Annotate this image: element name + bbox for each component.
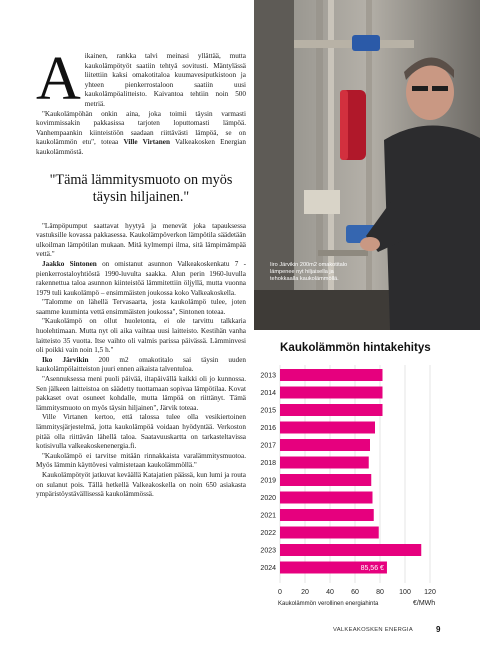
x-tick-label: 20: [301, 589, 309, 596]
article-column: [36, 45, 246, 500]
paragraph-10: Kaukolämpötyöt jatkuvat keväällä Katajatien päässä, kun lumi ja routa on sulanut pois. Tällä hetkellä Valkeakoskella on noin 650 asiakasta ympäristöystävällisessä kaukolämmössä.: [36, 470, 246, 499]
price-bar-chart: [254, 360, 480, 600]
chart-x-axis-label: Kaukolämmön verollinen energiahinta: [278, 601, 379, 607]
paragraph-4: "Talomme on lähellä Tervasaarta, josta kaukolämpö tulee, joten saamme kuuminta vettä ensimmäisten joukossa", Sintonen toteaa.: [36, 298, 246, 316]
paragraph-5: "Kaukolämpö on ollut huoletonta, ei ole tarvittu talkkaria huolehtimaan. Mutta nyt oli aika vaihtaa uusi laitteisto. Kestihän vanha laitteisto 35 vuotta. Itse vaihto oli valmis parissa päivässä. Lämminvesi oli poikki vain noin 1,5 h.": [36, 317, 246, 355]
paragraph-8: Ville Virtanen kertoo, että talossa tulee olla vesikiertoinen lämmitysjärjestelmä, jotta kaukolämpöä voidaan hyödyntää. Verkoston pitää olla riittävän lähellä taloa. Saatavuuskartta on tarkasteltavissa kotisivulla valkeakoskenenergia.fi.: [36, 413, 246, 451]
bar: [280, 544, 421, 556]
paragraph-2: "Lämpöpumput saattavat hyytyä ja menevät joka tapauksessa vastuksille kovassa pakkasessa. Kaukolämpöverkon lämpötila säädetään ulkoilman lämpötilan mukaan. Mitä kylmempi ilma, sitä lämpimämpää vettä.": [36, 221, 246, 259]
bar: [280, 369, 383, 381]
y-tick-label: 2024: [260, 565, 276, 572]
bar: [280, 439, 370, 451]
paragraph-3-text: on omistanut asunnon Valkeakoskenkatu 7 -pienkerrostaloyhtiöstä 1990-luvulta saakka. Alun perin 1960-luvulla rakennettua taloa asunnon kiinteistöä lämmitettiin öljyllä, mutta vuonna 1979 tuli kaukolämpö – ensimmäisten joukossa koko Valkeakoskella.: [36, 259, 246, 297]
y-tick-label: 2023: [260, 547, 276, 555]
x-tick-label: 80: [376, 589, 384, 596]
x-tick-label: 100: [399, 589, 411, 596]
y-tick-label: 2015: [260, 407, 276, 415]
chart-title: Kaukolämmön hintakehitys: [280, 341, 431, 354]
bar: [280, 474, 371, 486]
y-tick-label: 2017: [260, 442, 276, 450]
article-intro: [36, 45, 246, 113]
x-tick-label: 120: [424, 589, 436, 596]
y-tick-label: 2019: [260, 477, 276, 485]
paragraph-7: "Asennuksessa meni puoli päivää, iltapäivällä kaikki oli jo kunnossa. Sen jälkeen laitteistoa on säädetty tuottamaan sopivaa lämpötilaa. Kovat pakkaset ovat osuneet kohdalle, mutta lämpöä on riittänyt. Tämä lämmitysmuoto on myös täysin hiljainen", Järvik toteaa.: [36, 375, 246, 412]
chart-unit-label: €/MWh: [413, 600, 436, 607]
paragraph-6: [36, 356, 246, 375]
paragraph-1-text: "Kaukolämpöhän onkin aina, joka toimii täysin varmasti kovimmissakin pakkasissa tarjoten loputtomasti lämpöä. Vanhempaankin kiinteistöön saadaan riittävästi lämpöä, se on kaukolämmön etu", toteaa: [36, 109, 246, 147]
y-tick-label: 2013: [260, 372, 276, 380]
bar: [280, 404, 383, 416]
intro-text: ikainen, rankka talvi meinasi yllättää, mutta kaukolämpötyöt saatiin tehtyä sovitusti. Mäntylässä liitettiin kaksi omakotitaloa kuumavesiputkistoon ja yhteen pienkerrostaloon saatiin uusi kaukolämpöalitteisto. Kaivantoa tehtiin noin 500 metriä.: [84, 52, 246, 108]
bar: [280, 387, 383, 399]
person-name-jarvik: Iko Järvikin: [42, 355, 89, 364]
paragraph-1-end: Valkeakosken Energian kaukolämmöstä.: [36, 138, 246, 156]
paragraph-6-text: 200 m2 omakotitalo sai täysin uuden kaukolämpölaitteiston juuri ennen aikaista talventuloa.: [36, 355, 246, 374]
y-tick-label: 2021: [260, 512, 276, 520]
x-tick-label: 60: [351, 589, 359, 596]
y-tick-label: 2018: [260, 460, 276, 467]
pull-quote: "Tämä lämmitysmuoto on myös täysin hiljainen.": [49, 171, 233, 205]
person-name-virtanen: Ville Virtanen: [123, 138, 170, 147]
y-tick-label: 2014: [260, 390, 276, 397]
paragraph-3: [36, 260, 246, 298]
bar: [280, 457, 369, 469]
person-name-sintonen: Jaakko Sintonen: [42, 259, 97, 268]
data-label: 85,56 €: [360, 565, 384, 572]
paragraph-1: [36, 110, 246, 158]
y-tick-label: 2020: [260, 495, 276, 502]
bar: [280, 527, 379, 539]
drop-cap: A: [36, 45, 81, 113]
bar: [280, 422, 375, 434]
bar: [280, 509, 374, 521]
x-tick-label: 0: [278, 589, 282, 596]
x-tick-label: 40: [326, 589, 334, 596]
y-tick-label: 2022: [260, 530, 276, 537]
bar: [280, 492, 373, 504]
paragraph-9: "Kaukolämpö ei tarvitse mitään rinnakkaista varalämmitysmuotoa. Myös lämmin käyttövesi valmistetaan kaukolämmöllä.": [36, 451, 246, 470]
footer-brand: VALKEAKOSKEN ENERGIA: [333, 627, 413, 633]
page-number: 9: [436, 625, 441, 634]
photo-caption: Iiro Järvikin 200m2 omakotitalo lämpenee nyt hiljaisella ja tehokkaalla kaukolämmöllä.: [270, 262, 348, 282]
y-tick-label: 2016: [260, 425, 276, 432]
